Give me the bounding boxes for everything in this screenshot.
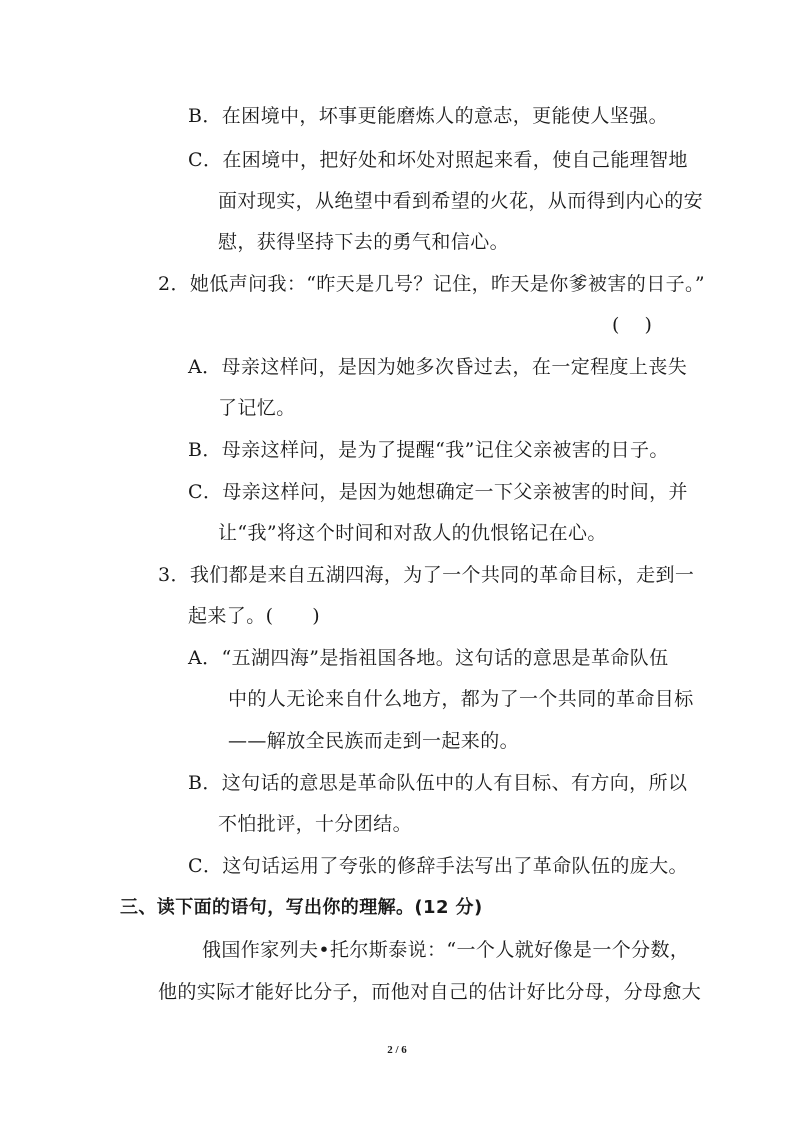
q2-option-b: B．母亲这样问，是为了提醒“我”记住父亲被害的日子。 (188, 439, 669, 461)
q1-option-b: B．在困境中，坏事更能磨炼人的意志，更能使人坚强。 (188, 105, 668, 127)
q3-option-a-line-3: ——解放全民族而走到一起来的。 (228, 730, 520, 752)
q3-stem-line-1: 3．我们都是来自五湖四海，为了一个共同的革命目标，走到一 (158, 564, 695, 586)
q3-option-b-line-1: B．这句话的意思是革命队伍中的人有目标、有方向，所以 (188, 772, 688, 794)
q1-option-c-line-2: 面对现实，从绝望中看到希望的火花，从而得到内心的安 (218, 190, 704, 212)
q2-answer-blank: ( ) (612, 314, 652, 336)
section-3-passage-line-2: 他的实际才能好比分子，而他对自己的估计好比分母，分母愈大 (158, 981, 702, 1003)
page-number: 2 / 6 (387, 1044, 407, 1056)
q2-option-a-line-2: 了记忆。 (218, 397, 296, 419)
q3-stem-line-2: 起来了。( ) (188, 605, 321, 627)
q3-option-c: C．这句话运用了夸张的修辞手法写出了革命队伍的庞大。 (188, 855, 688, 877)
section-3-passage-line-1: 俄国作家列夫•托尔斯泰说：“一个人就好像是一个分数， (202, 939, 690, 961)
q3-option-a-line-1: A．“五湖四海”是指祖国各地。这句话的意思是革命队伍 (188, 647, 669, 669)
q3-option-a-line-2: 中的人无论来自什么地方，都为了一个共同的革命目标 (228, 688, 694, 710)
q2-option-a-line-1: A．母亲这样问，是因为她多次昏过去，在一定程度上丧失 (188, 356, 688, 378)
q1-option-c-line-1: C．在困境中，把好处和坏处对照起来看，使自己能理智地 (188, 149, 688, 171)
q1-option-c-line-3: 慰，获得坚持下去的勇气和信心。 (218, 231, 510, 253)
q3-option-b-line-2: 不怕批评，十分团结。 (218, 813, 413, 835)
q2-option-c-line-1: C．母亲这样问，是因为她想确定一下父亲被害的时间，并 (188, 481, 688, 503)
section-3-heading: 三、读下面的语句，写出你的理解。(12 分) (120, 897, 483, 918)
q2-stem: 2．她低声问我：“昨天是几号？记住，昨天是你爹被害的日子。” (158, 273, 706, 295)
q2-option-c-line-2: 让“我”将这个时间和对敌人的仇恨铭记在心。 (218, 522, 607, 544)
